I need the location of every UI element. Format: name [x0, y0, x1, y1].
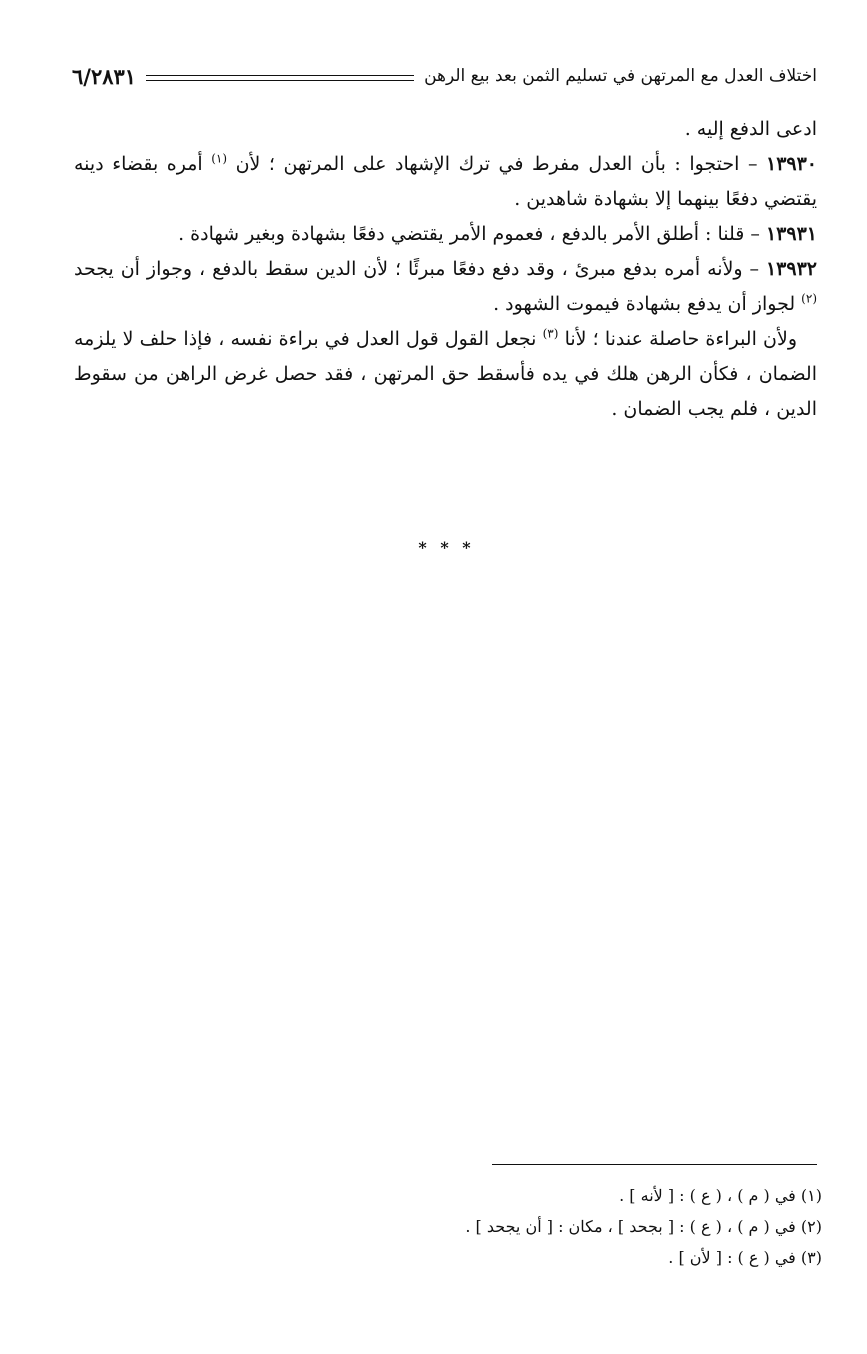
paragraph-text: ولأن البراءة حاصلة عندنا ؛ لأنا	[558, 328, 797, 350]
footnote-reference[interactable]: (٢)	[801, 291, 817, 306]
running-header	[72, 58, 817, 94]
paragraph-13930	[74, 147, 817, 217]
paragraph-text: – احتجوا : بأن العدل مفرط في ترك الإشهاد على المرتهن ؛ لأن	[227, 153, 766, 175]
footnote-3: (٣) في ( ع ) : [ لأن ] .	[668, 1248, 822, 1267]
paragraph-text: – ولأنه أمره بدفع مبرئ ، وقد دفع دفعًا مبرئًا ؛ لأن الدين سقط بالدفع ، وجواز أن يجحد	[74, 258, 766, 280]
section-separator: * * *	[418, 538, 475, 557]
footnote-2: (٢) في ( م ) ، ( ع ) : [ بجحد ] ، مكان : [ أن يجحد ] .	[465, 1217, 822, 1236]
footnote-1: (١) في ( م ) ، ( ع ) : [ لأنه ] .	[619, 1186, 822, 1205]
paragraph-number: ١٣٩٣١	[765, 223, 817, 245]
paragraph-text: أمره بقضاء دينه يقتضي دفعًا بينهما إلا بشهادة شاهدين .	[74, 153, 817, 210]
paragraph-text: نجعل القول قول العدل في براءة نفسه ، فإذا حلف لا يلزمه الضمان ، فكأن الرهن هلك في يده فأسقط حق المرتهن ، فقد حصل غرض الراهن من سقوط الدين ، فلم يجب الضمان .	[74, 328, 817, 420]
header-rule	[146, 75, 414, 81]
paragraph-number: ١٣٩٣٢	[765, 258, 817, 280]
paragraph-text: ادعى الدفع إليه .	[684, 118, 817, 140]
paragraph-13932	[74, 252, 817, 322]
paragraph-13931	[74, 217, 817, 252]
paragraph-baraa	[74, 322, 817, 427]
body-text	[74, 112, 817, 427]
page-number: ٦/٢٨٣١	[72, 63, 137, 89]
paragraph-text: لجواز أن يدفع بشهادة فيموت الشهود .	[493, 293, 802, 315]
footnote-divider	[492, 1164, 817, 1165]
footnotes	[300, 1180, 822, 1273]
footnote-reference[interactable]: (١)	[211, 151, 228, 166]
paragraph-continuation	[74, 112, 817, 147]
header-title: اختلاف العدل مع المرتهن في تسليم الثمن بعد بيع الرهن	[424, 66, 817, 86]
paragraph-text: – قلنا : أطلق الأمر بالدفع ، فعموم الأمر يقتضي دفعًا بشهادة وبغير شهادة .	[178, 223, 766, 245]
footnote-reference[interactable]: (٣)	[542, 326, 559, 341]
paragraph-number: ١٣٩٣٠	[765, 153, 818, 175]
